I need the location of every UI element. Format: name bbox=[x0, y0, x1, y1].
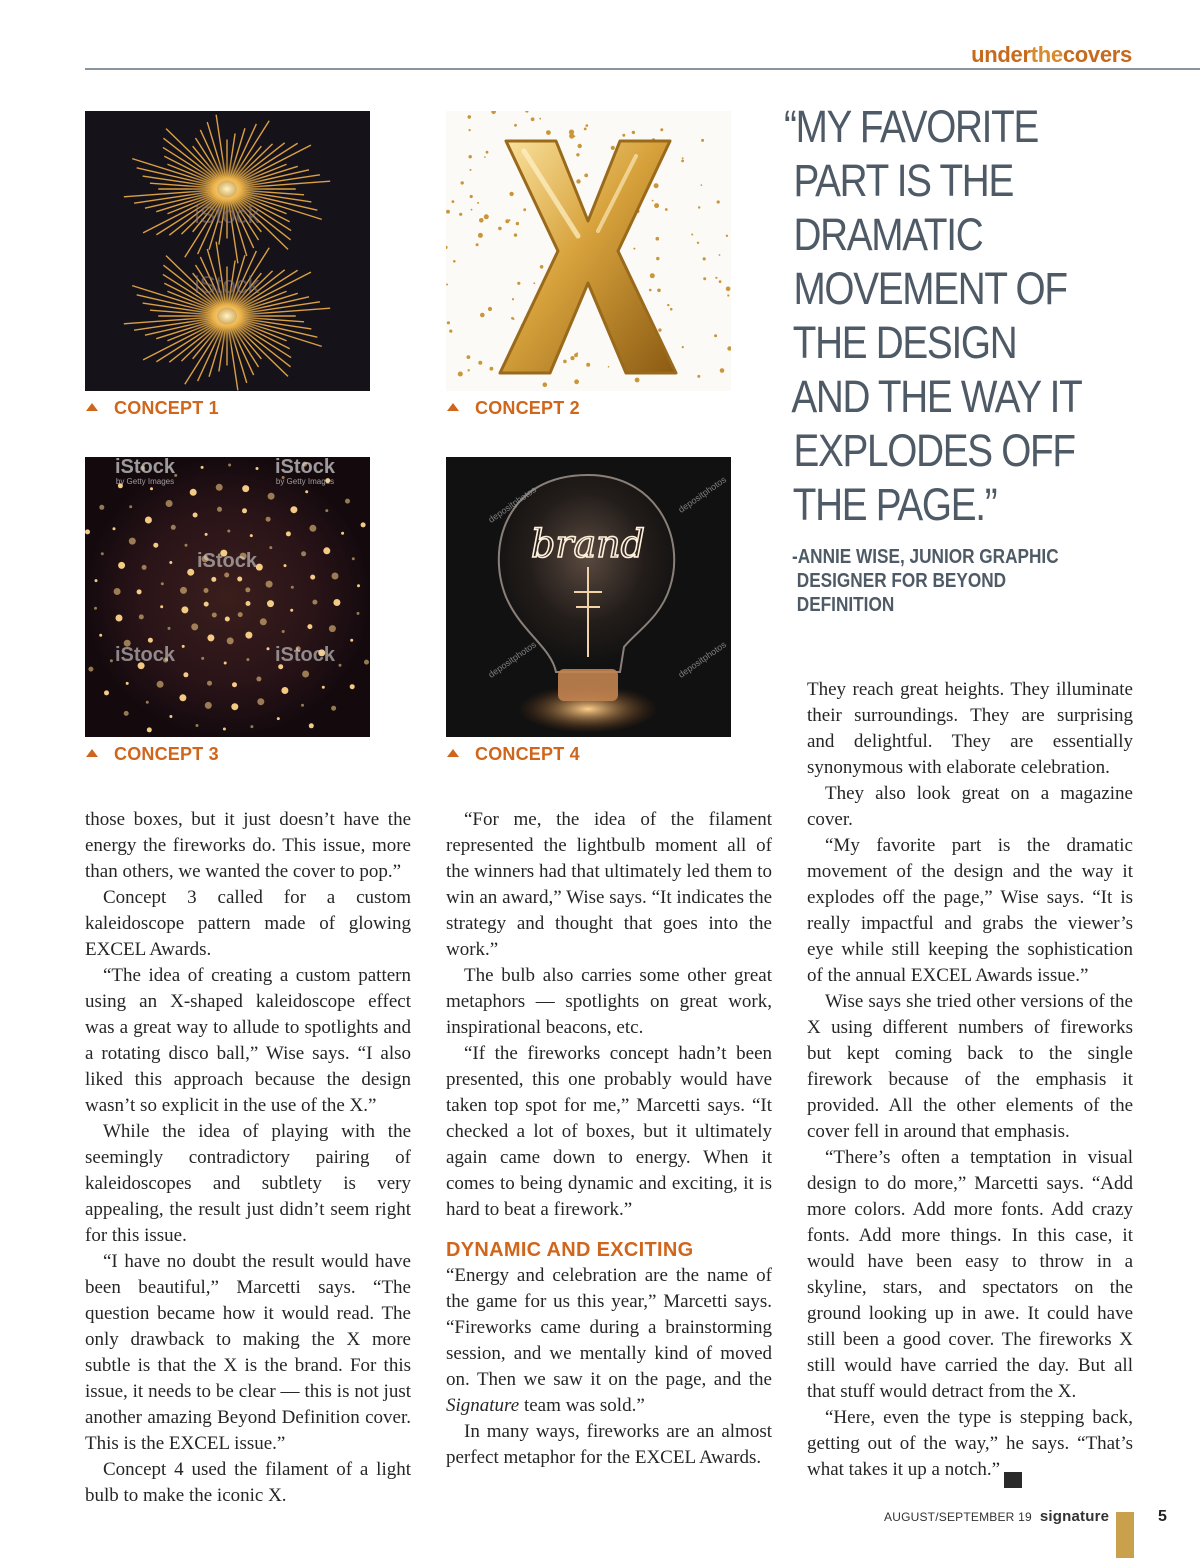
paragraph: They reach great heights. They illuminate their surroundings. They are surprising and delightful. They are essentially synonymous with elaborate celebration. bbox=[807, 679, 1133, 778]
watermark-text: depositphotos bbox=[676, 639, 729, 680]
watermark-text: iStock bbox=[194, 202, 260, 229]
watermark-text: depositphotos bbox=[486, 639, 539, 680]
paragraph: The bulb also carries some other great metaphors — spotlights on great work, inspirational beacons, etc. bbox=[446, 965, 772, 1038]
magazine-name: signature bbox=[1039, 1508, 1110, 1525]
triangle-up-icon bbox=[447, 749, 459, 757]
pull-quote-attribution: -ANNIE WISE, JUNIOR GRAPHIC DESIGNER FOR BEYOND DEFINITION bbox=[792, 546, 1059, 616]
end-mark-icon: AM&D bbox=[1004, 1472, 1022, 1488]
watermark-text: iStock bbox=[114, 457, 176, 478]
gold-balloon-x-icon bbox=[446, 111, 731, 391]
watermark-text: iStock bbox=[196, 550, 258, 572]
concept-1-image bbox=[85, 111, 370, 391]
kicker-covers: covers bbox=[1062, 42, 1132, 67]
paragraph: Concept 3 called for a custom kaleidoscope pattern made of glowing EXCEL Awards. bbox=[85, 887, 411, 960]
paragraph: While the idea of playing with the seemingly contradictory pairing of kaleidoscopes and subtlety is very appealing, the result just didn’t seem right for this issue. bbox=[85, 1121, 411, 1246]
kaleidoscope-pattern-icon bbox=[85, 457, 370, 737]
concept-4-image bbox=[446, 457, 731, 737]
fireworks-x-icon bbox=[85, 111, 370, 391]
article-column-2 bbox=[446, 807, 772, 1471]
watermark-text: iStock bbox=[194, 272, 260, 299]
paragraph: Concept 4 used the filament of a light bulb to make the iconic X. bbox=[85, 1459, 411, 1506]
page-footer bbox=[884, 1508, 1109, 1525]
section-kicker bbox=[971, 42, 1132, 68]
bulb-filament-word: brand bbox=[531, 522, 645, 566]
page-number: 5 bbox=[1158, 1508, 1167, 1525]
paragraph: “For me, the idea of the filament represented the lightbulb moment all of the winners had that ultimately led them to win an award,” Wise says. “It indicates the strategy and thought that goes into the work.” bbox=[446, 809, 772, 960]
paragraph: “Energy and celebration are the name of the game for us this year,” Marcetti says. “Fireworks came during a brainstorming session, and we mentally kind of moved on. Then we saw it on the page, and the Signature team was sold.” bbox=[446, 1265, 772, 1416]
watermark-text: iStock bbox=[274, 457, 336, 478]
concept-4-caption: CONCEPT 4 bbox=[447, 744, 580, 765]
concept-2-image bbox=[446, 111, 731, 391]
paragraph: “I have no doubt the result would have been beautiful,” Marcetti says. “The question became how it would read. The only drawback to making the X more subtle is that the X is the brand. For this issue, it needs to be clear — this is not just another amazing Beyond Definition cover. This is the EXCEL issue.” bbox=[85, 1251, 411, 1454]
watermark-text: depositphotos bbox=[486, 484, 539, 525]
concept-3-image bbox=[85, 457, 370, 737]
paragraph: In many ways, fireworks are an almost perfect metaphor for the EXCEL Awards. bbox=[446, 1421, 772, 1468]
footer-accent-bar bbox=[1116, 1512, 1134, 1558]
triangle-up-icon bbox=[447, 403, 459, 411]
lightbulb-filament-icon bbox=[446, 457, 731, 737]
paragraph: those boxes, but it just doesn’t have the energy the fireworks do. This issue, more than others, we wanted the cover to pop.” bbox=[85, 809, 411, 882]
concept-3-caption: CONCEPT 3 bbox=[86, 744, 219, 765]
watermark-text: by Getty Images bbox=[115, 477, 175, 486]
watermark-text: by Getty Images bbox=[275, 477, 335, 486]
magazine-title-italic: Signature bbox=[446, 1395, 520, 1416]
triangle-up-icon bbox=[86, 403, 98, 411]
article-column-3 bbox=[807, 677, 1133, 1488]
paragraph: “My favorite part is the dramatic movement of the design and the way it explodes off the page,” Wise says. “It is really impactful and grabs the viewer’s eye while still keeping the sophistication of the annual EXCEL Awards issue.” bbox=[807, 835, 1133, 986]
kicker-the: the bbox=[1030, 42, 1063, 67]
issue-date: AUGUST/SEPTEMBER 19 bbox=[884, 1510, 1032, 1524]
pull-quote: “MY FAVORITE PART IS THE DRAMATIC MOVEMENT OF THE DESIGN AND THE WAY IT EXPLODES OFF THE PAGE.” bbox=[784, 101, 1082, 530]
concept-1-caption: CONCEPT 1 bbox=[86, 398, 219, 419]
kicker-under: under bbox=[971, 42, 1031, 67]
section-heading: DYNAMIC AND EXCITING bbox=[446, 1239, 694, 1261]
paragraph: They also look great on a magazine cover. bbox=[807, 783, 1133, 830]
concept-2-caption: CONCEPT 2 bbox=[447, 398, 580, 419]
paragraph: “Here, even the type is stepping back, getting out of the way,” he says. “That’s what takes it up a notch.” AM&D bbox=[807, 1405, 1133, 1488]
watermark-text: depositphotos bbox=[676, 474, 729, 515]
paragraph: “If the fireworks concept hadn’t been presented, this one probably would have taken top spot for me,” Marcetti says. “It checked a lot of boxes, but it ultimately again came down to energy. When it comes to being dynamic and exciting, it is hard to beat a firework.” bbox=[446, 1043, 772, 1220]
paragraph: “There’s often a temptation in visual design to do more,” Marcetti says. “Add more colors. Add more fonts. Add crazy fonts. Add more things. In this case, it would have been easy to throw in a skyline, stars, and spectators on the ground looking up in awe. It could have still been a good cover. The fireworks X still would have carried the day. But all that stuff would detract from the X. bbox=[807, 1147, 1133, 1402]
article-column-1 bbox=[85, 807, 411, 1509]
paragraph: Wise says she tried other versions of the X using different numbers of fireworks but kept coming back to the single firework because of the emphasis it provided. All the other elements of the cover fell in around that emphasis. bbox=[807, 991, 1133, 1142]
header-rule bbox=[85, 68, 1200, 70]
watermark-text: iStock bbox=[274, 644, 336, 666]
paragraph: “The idea of creating a custom pattern using an X-shaped kaleidoscope effect was a great way to allude to spotlights and a rotating disco ball,” Wise says. “I also liked this approach because the design wasn’t so explicit in the use of the X.” bbox=[85, 965, 411, 1116]
watermark-text: iStock bbox=[114, 644, 176, 666]
triangle-up-icon bbox=[86, 749, 98, 757]
